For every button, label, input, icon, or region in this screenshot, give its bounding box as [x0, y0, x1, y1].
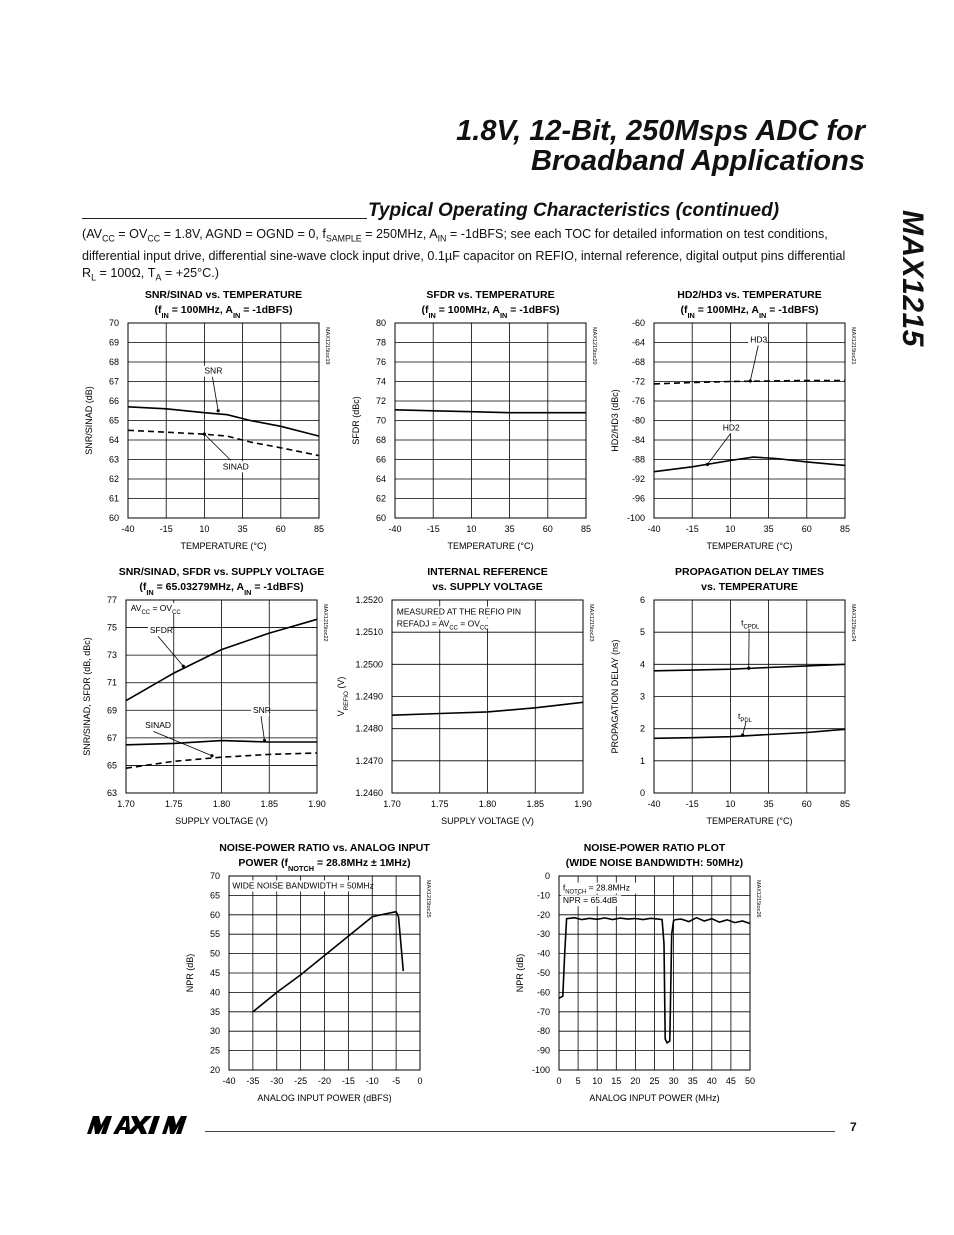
test-conditions: ($AV_{CC} = OV_{CC} = 1.8V$, AGND = OGND = 0, $f_{SAMPLE} = 250MHz$, $A_{IN}$ = -1dBFS; see each TOC for detailed information on test conditions, differential input drive, differential sine-wave clock input drive, 0.1µF capacitor on REFIO, internal reference, digital output pins differential $R_L = 100\Omega$, $T_A = +25^\circ C$.) [82, 227, 846, 283]
series-line-sfdr [395, 410, 586, 413]
x-tick-label: -30 [270, 1076, 284, 1086]
x-tick-label: 60 [801, 524, 812, 534]
y-tick-label: -100 [626, 513, 645, 523]
x-tick-label: 60 [801, 799, 812, 809]
x-tick-label: 5 [575, 1076, 581, 1086]
annotation-label: $t_{PDL}$ [738, 711, 752, 725]
y-tick-label: 2 [639, 723, 645, 734]
annotation-arrowhead [203, 433, 206, 436]
title-line-2: Broadband Applications [530, 145, 865, 177]
y-tick-label: 77 [106, 595, 117, 605]
x-tick-label: -40 [647, 524, 661, 534]
title-line-1: 1.8V, 12-Bit, 250Msps ADC for [456, 115, 865, 147]
part-number-tab: MAX1215 [896, 210, 929, 347]
x-tick-label: 1.75 [430, 799, 449, 809]
annotation-label: SINAD [145, 720, 172, 731]
series-line-npr [253, 912, 403, 1012]
x-tick-label: 10 [725, 799, 736, 809]
chart-title: NOISE-POWER RATIO vs. ANALOG INPUT [219, 842, 430, 854]
y-tick-label: 73 [106, 650, 117, 661]
annotation-label: SNR [204, 365, 223, 376]
y-tick-label: 0 [639, 788, 645, 798]
figure-code: MAX1215toc20 [591, 327, 597, 365]
y-tick-label: 25 [209, 1045, 220, 1056]
y-tick-label: 55 [209, 929, 220, 940]
annotation-label: $t_{CPDL}$ [741, 617, 760, 631]
x-axis-label: TEMPERATURE (°C) [706, 541, 793, 551]
chart-title: PROPAGATION DELAY TIMES [675, 566, 824, 578]
figure-code: MAX1215toc21 [850, 327, 856, 365]
y-tick-label: 3 [639, 691, 645, 702]
x-tick-label: 35 [504, 524, 515, 534]
y-tick-label: -68 [631, 357, 645, 367]
series-line-sinad [128, 430, 319, 455]
y-tick-label: -80 [631, 415, 645, 426]
chart-toc22 [82, 566, 328, 826]
page-number: 7 [850, 1120, 857, 1134]
y-tick-label: -50 [536, 968, 550, 978]
y-axis-label: PROPAGATION DELAY (ns) [610, 639, 620, 754]
y-axis-label: HD2/HD3 (dBc) [610, 389, 620, 452]
annotation-label: HD3 [750, 334, 768, 345]
x-tick-label: 85 [580, 524, 592, 534]
chart-title: NOISE-POWER RATIO PLOT [583, 842, 726, 854]
y-tick-label: 60 [375, 513, 386, 523]
chart-toc26 [515, 842, 761, 1103]
y-tick-label: 1.2490 [355, 691, 383, 702]
y-tick-label: -96 [631, 493, 645, 504]
annotation-leader [204, 434, 230, 460]
x-tick-label: -40 [222, 1076, 236, 1086]
y-tick-label: 60 [209, 909, 220, 920]
y-tick-label: 67 [106, 732, 117, 743]
annotation-leader [158, 636, 183, 666]
annotation-label: SFDR [149, 625, 174, 636]
y-tick-label: 1.2460 [355, 788, 383, 798]
annotation-label: $AV_{CC} = OV_{CC}$ [130, 603, 181, 617]
y-tick-label: -40 [536, 948, 550, 959]
y-tick-label: -88 [631, 454, 645, 465]
y-tick-label: 0 [544, 871, 550, 881]
y-tick-label: 70 [108, 318, 119, 328]
chart-subtitle: POWER $(f_{NOTCH} = 28.8MHz \pm 1MHz)$ [238, 857, 411, 873]
x-axis-label: ANALOG INPUT POWER (MHz) [589, 1093, 720, 1103]
y-axis-label: SNR/SINAD, SFDR (dB, dBc) [82, 637, 92, 756]
y-tick-label: 61 [108, 493, 119, 504]
y-tick-label: 67 [108, 376, 119, 387]
y-axis-label: NPR (dB) [515, 953, 525, 993]
chart-title: SFDR vs. TEMPERATURE [426, 289, 555, 301]
y-axis-label: NPR (dB) [185, 953, 195, 993]
annotation-label: SINAD [222, 461, 249, 472]
y-tick-label: 5 [639, 627, 645, 638]
annotation-arrowhead [263, 739, 266, 742]
x-tick-label: -20 [317, 1076, 332, 1086]
y-tick-label: 74 [375, 376, 386, 387]
y-tick-label: 1.2520 [355, 595, 383, 605]
x-tick-label: 1.85 [526, 799, 545, 809]
y-tick-label: -92 [631, 474, 645, 484]
y-tick-label: 65 [106, 760, 117, 771]
x-tick-label: 10 [466, 524, 477, 534]
annotation-arrowhead [749, 379, 752, 382]
x-tick-label: -40 [388, 524, 402, 534]
y-tick-label: 6 [639, 595, 645, 605]
y-tick-label: 70 [209, 871, 220, 881]
y-tick-label: -76 [631, 396, 645, 406]
x-tick-label: -15 [341, 1076, 355, 1086]
chart-title: SNR/SINAD, SFDR vs. SUPPLY VOLTAGE [118, 566, 325, 578]
x-tick-label: -40 [647, 799, 661, 809]
x-axis-label: TEMPERATURE (°C) [447, 541, 534, 551]
y-tick-label: 64 [375, 474, 386, 484]
x-tick-label: 10 [199, 524, 210, 534]
y-tick-label: 45 [209, 968, 220, 978]
y-tick-label: 72 [375, 396, 386, 406]
chart-title: HD2/HD3 vs. TEMPERATURE [677, 289, 822, 301]
annotation-label: NPR = 65.4dB [562, 895, 618, 906]
x-tick-label: 1.80 [478, 799, 497, 809]
figure-code: MAX1215toc25 [425, 880, 431, 918]
chart-subtitle: ($f_{IN} = 100MHz$, $A_{IN}$ = -1dBFS) [154, 304, 293, 320]
y-tick-label: -80 [536, 1026, 550, 1037]
y-tick-label: 40 [209, 987, 220, 998]
y-tick-label: -30 [536, 929, 550, 940]
x-tick-label: 85 [839, 799, 851, 809]
x-tick-label: -25 [294, 1076, 308, 1086]
x-tick-label: -15 [685, 524, 699, 534]
x-tick-label: 60 [542, 524, 553, 534]
y-tick-label: -72 [631, 376, 645, 387]
y-tick-label: 20 [209, 1065, 220, 1075]
y-tick-label: 65 [209, 890, 220, 901]
annotation-leader [261, 716, 264, 741]
x-tick-label: 35 [763, 524, 774, 534]
y-tick-label: 75 [106, 622, 117, 633]
y-tick-label: 1.2510 [355, 627, 383, 638]
y-tick-label: 66 [375, 454, 386, 465]
y-tick-label: -60 [536, 987, 550, 998]
x-tick-label: -15 [159, 524, 173, 534]
series-line-tpdl [654, 729, 845, 738]
chart-toc24 [610, 566, 856, 826]
y-tick-label: 70 [375, 415, 386, 426]
x-tick-label: 45 [725, 1076, 736, 1086]
y-tick-label: -70 [536, 1006, 550, 1017]
y-tick-label: 80 [375, 318, 386, 328]
y-tick-label: 1.2470 [355, 755, 383, 766]
y-tick-label: 63 [108, 454, 119, 465]
y-tick-label: 69 [108, 337, 119, 348]
x-tick-label: 40 [706, 1076, 717, 1086]
x-tick-label: 35 [237, 524, 248, 534]
y-tick-label: 1.2500 [355, 659, 383, 670]
x-tick-label: 85 [313, 524, 325, 534]
y-tick-label: 1 [639, 755, 645, 766]
chart-title: SNR/SINAD vs. TEMPERATURE [144, 289, 303, 301]
annotation-label: MEASURED AT THE REFIO PIN [396, 606, 522, 617]
chart-subtitle: ($f_{IN} = 65.03279MHz$, $A_{IN}$ = -1dBFS) [139, 581, 304, 597]
x-tick-label: 30 [668, 1076, 679, 1086]
y-tick-label: 60 [108, 513, 119, 523]
y-tick-label: -60 [631, 318, 645, 328]
y-axis-label: SNR/SINAD (dB) [84, 386, 94, 455]
annotation-arrowhead [747, 667, 750, 670]
y-tick-label: 66 [108, 396, 119, 406]
y-tick-label: -10 [536, 890, 550, 901]
annotation-arrowhead [210, 754, 213, 757]
y-tick-label: 62 [108, 474, 119, 484]
annotation-label: WIDE NOISE BANDWIDTH = 50MHz [232, 880, 374, 891]
x-axis-label: SUPPLY VOLTAGE (V) [441, 816, 534, 826]
chart-toc19 [84, 289, 330, 551]
y-tick-label: -20 [536, 909, 550, 920]
x-tick-label: 85 [839, 524, 851, 534]
chart-toc23 [336, 566, 594, 826]
y-tick-label: 30 [209, 1026, 220, 1037]
x-tick-label: 15 [611, 1076, 622, 1086]
figure-code: MAX1215toc24 [850, 604, 856, 642]
x-tick-label: 1.90 [308, 799, 326, 809]
y-tick-label: 1.2480 [355, 723, 383, 734]
section-title: Typical Operating Characteristics (continued) [368, 200, 780, 221]
maxim-logo [83, 1114, 195, 1136]
y-tick-label: 69 [106, 705, 117, 716]
annotation-arrowhead [706, 463, 709, 466]
annotation-arrowhead [741, 734, 744, 737]
x-tick-label: 1.90 [574, 799, 592, 809]
x-tick-label: 35 [763, 799, 774, 809]
x-tick-label: 0 [417, 1076, 423, 1086]
x-axis-label: TEMPERATURE (°C) [180, 541, 267, 551]
chart-toc21 [610, 289, 856, 551]
y-tick-label: 4 [639, 659, 645, 670]
x-tick-label: 10 [725, 524, 736, 534]
y-tick-label: -64 [631, 337, 645, 348]
x-tick-label: -40 [121, 524, 135, 534]
x-tick-label: 0 [556, 1076, 562, 1086]
x-axis-label: ANALOG INPUT POWER (dBFS) [257, 1093, 392, 1103]
chart-subtitle: vs. TEMPERATURE [701, 581, 798, 593]
y-axis-label: SFDR (dBc) [351, 396, 361, 445]
annotation-arrowhead [217, 409, 220, 412]
y-axis-label: $V_{REFIO}$ (V) [336, 676, 350, 717]
x-tick-label: -5 [392, 1076, 401, 1086]
chart-subtitle: vs. SUPPLY VOLTAGE [432, 581, 543, 593]
y-tick-label: -100 [531, 1065, 550, 1075]
x-tick-label: 1.80 [212, 799, 231, 809]
y-tick-label: 62 [375, 493, 386, 504]
annotation-arrowhead [182, 665, 185, 668]
y-tick-label: 68 [375, 435, 386, 445]
y-tick-label: 65 [108, 415, 119, 426]
annotation-label: REFADJ = $AV_{CC} = OV_{CC}$ [396, 618, 489, 632]
x-tick-label: 1.75 [164, 799, 183, 809]
x-tick-label: 1.70 [117, 799, 135, 809]
y-tick-label: 71 [106, 677, 117, 688]
y-tick-label: 63 [106, 788, 117, 798]
x-tick-label: -15 [685, 799, 699, 809]
y-tick-label: 78 [375, 337, 386, 348]
annotation-label: HD2 [722, 422, 740, 433]
annotation-label: SNR [253, 705, 271, 716]
figure-code: MAX1215toc26 [755, 880, 761, 918]
figure-code: MAX1215toc22 [322, 604, 328, 642]
x-tick-label: 10 [592, 1076, 603, 1086]
x-tick-label: -15 [426, 524, 440, 534]
x-tick-label: 1.85 [260, 799, 279, 809]
y-tick-label: 68 [108, 357, 119, 367]
chart-subtitle: ($f_{IN} = 100MHz$, $A_{IN}$ = -1dBFS) [421, 304, 560, 320]
x-axis-label: SUPPLY VOLTAGE (V) [175, 816, 268, 826]
x-tick-label: 50 [744, 1076, 756, 1086]
y-tick-label: -84 [631, 435, 645, 445]
figure-code: MAX1215toc19 [324, 327, 330, 365]
x-tick-label: 35 [687, 1076, 698, 1086]
y-tick-label: 50 [209, 948, 220, 959]
chart-title: INTERNAL REFERENCE [427, 566, 548, 578]
chart-subtitle: ($f_{IN} = 100MHz$, $A_{IN}$ = -1dBFS) [680, 304, 819, 320]
x-tick-label: 1.70 [383, 799, 401, 809]
chart-toc20 [351, 289, 597, 551]
x-axis-label: TEMPERATURE (°C) [706, 816, 793, 826]
x-tick-label: 20 [630, 1076, 641, 1086]
x-tick-label: 25 [649, 1076, 660, 1086]
y-tick-label: -90 [536, 1045, 550, 1056]
y-tick-label: 35 [209, 1006, 220, 1017]
annotation-leader [750, 346, 758, 382]
footer-rule [205, 1131, 835, 1132]
figure-code: MAX1215toc23 [588, 604, 594, 642]
annotation-label: $f_{NOTCH} = 28.8MHz$ [562, 882, 631, 896]
chart-toc25 [185, 842, 431, 1103]
y-tick-label: 76 [375, 357, 386, 367]
x-tick-label: -35 [246, 1076, 260, 1086]
x-tick-label: -10 [365, 1076, 379, 1086]
y-tick-label: 64 [108, 435, 119, 445]
x-tick-label: 60 [275, 524, 286, 534]
chart-subtitle: (WIDE NOISE BANDWIDTH: 50MHz) [565, 857, 744, 869]
series-line-snr [128, 407, 319, 436]
